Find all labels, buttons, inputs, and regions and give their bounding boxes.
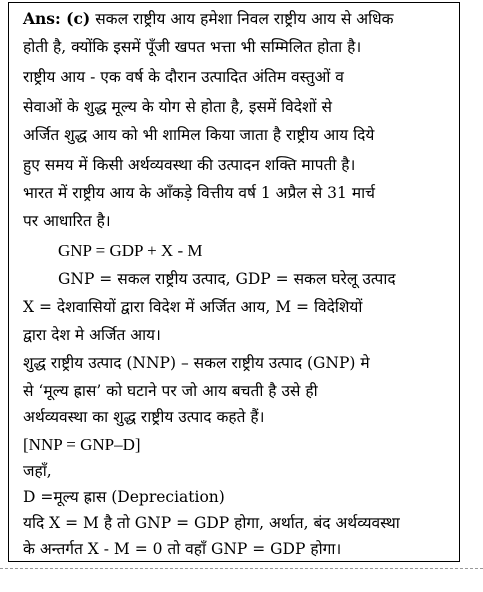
where-label: जहाँ, [23,462,52,480]
page-cut-line [0,568,483,569]
definition-gnp-gdp: GNP = सकल राष्ट्रीय उत्पाद, GDP = सकल घरेलू उत्पाद [58,270,396,288]
closed-economy-line-2: के अन्तर्गत X - M = 0 तो वहाँ GNP = GDP होगा। [23,540,342,558]
answer-label: Ans: (c) [23,9,91,28]
definition-x-m: X = देशवासियों द्वारा विदेश में अर्जित आय, M = विदेशियों [23,298,363,316]
answer-line-5: अर्जित शुद्ध आय को भी शामिल किया जाता है राष्ट्रीय आय दिये [23,126,375,144]
definition-d: D =मूल्य ह्रास (Depreciation) [23,488,225,506]
answer-line-7: भारत में राष्ट्रीय आय के आँकड़े वित्तीय वर्ष 1 अप्रैल से 31 मार्च [23,184,375,202]
answer-line-4: सेवाओं के शुद्ध मूल्य के योग से होता है, इसमें विदेशों से [23,98,332,116]
answer-line-6: हुए समय में किसी अर्थव्यवस्था की उत्पादन शक्ति मापती है। [23,156,356,174]
answer-line-1-text: सकल राष्ट्रीय आय हमेशा निवल राष्ट्रीय आय से अधिक [95,10,394,28]
answer-box [8,2,460,562]
answer-line-3: राष्ट्रीय आय - एक वर्ष के दौरान उत्पादित अंतिम वस्तुओं व [23,68,344,86]
answer-line-8: पर आधारित है। [23,212,111,230]
definition-m-cont: द्वारा देश मे अर्जित आय। [23,326,161,344]
nnp-line-3: अर्थव्यवस्था का शुद्ध राष्ट्रीय उत्पाद कहते हैं। [23,408,265,426]
equation-nnp: [NNP = GNP–D] [23,435,141,454]
answer-line-1 [23,9,394,29]
nnp-line-2: से ‘मूल्य ह्रास’ को घटाने पर जो आय बचती है उसे ही [23,382,318,400]
closed-economy-line-1: यदि X = M है तो GNP = GDP होगा, अर्थात, बंद अर्थव्यवस्था [23,514,400,532]
equation-gnp: GNP = GDP + X - M [58,241,203,260]
answer-line-2: होती है, क्योंकि इसमें पूँजी खपत भत्ता भी सम्मिलित होता है। [23,38,362,56]
nnp-line-1: शुद्ध राष्ट्रीय उत्पाद (NNP) – सकल राष्ट्रीय उत्पाद (GNP) मे [23,354,370,372]
